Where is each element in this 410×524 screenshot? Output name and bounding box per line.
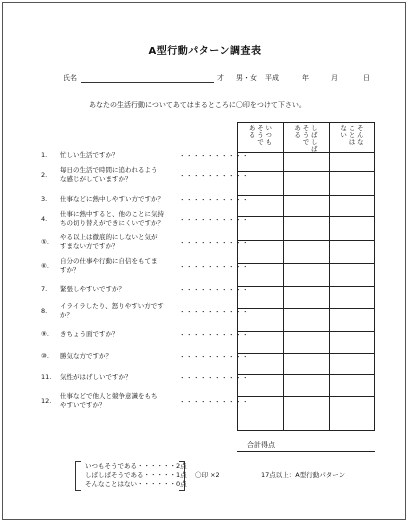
day-label: 日 [363,74,370,82]
question-number: ⑨. [41,330,49,338]
question-text: やすいですか？ [60,401,106,409]
question-text: 気性がはげしいですか？ [60,373,132,381]
leader-dots: ・・・・・・・・・・ [179,398,249,406]
question-text: 仕事に熱中すると、他のことに気持 [60,210,164,218]
month-label: 月 [331,74,338,82]
question-text: 仕事などで他人と競争意識をもち [60,392,158,400]
question-text: 仕事などに熱中しやすい方ですか？ [60,195,164,203]
era-label: 平成 [265,74,279,82]
question-text: イライラしたり、怒りやすい方です [60,302,164,310]
scoring-legend [75,461,185,491]
column-header-line: そ ん な [357,125,364,146]
leader-dots: ・・・・・・・・・・ [179,239,249,247]
age-suffix: 才 [217,74,224,82]
question-text: 忙しい生活ですか？ [60,151,119,159]
column-header-never [329,125,375,146]
legend-line-often: しばしばそうである・・・・・1点 [85,471,187,479]
leader-dots: ・・・・・・・・・・ [179,374,249,382]
column-header-line: そ う で [302,125,310,146]
result-threshold-note: 17点以上：A型行動パターン [261,471,346,479]
total-score-field-line[interactable] [237,451,375,452]
answer-table [237,122,375,431]
column-header-often [283,125,329,153]
leader-dots: ・・・・・・・・・・ [179,172,249,180]
leader-dots: ・・・・・・・・・・ [179,308,249,316]
survey-sheet [2,2,406,520]
question-number: 2. [41,171,48,179]
question-text: 緊張しやすいですか？ [60,285,125,293]
column-header-line: こ と は [348,125,356,146]
column-header-line: あ る [294,125,301,139]
question-number: 12. [41,397,52,405]
legend-line-never: そんなことはない・・・・・・0点 [85,480,187,488]
column-header-line: な い [340,125,347,139]
leader-dots: ・・・・・・・・・・ [179,263,249,271]
name-label: 氏名 [63,74,77,82]
question-text: な感じがしていますか？ [60,175,132,183]
question-number: 7. [41,285,48,293]
page-title: A型行動パターン調査表 [148,46,262,57]
question-number: 3. [41,195,48,203]
question-number: ⑩. [41,352,49,360]
question-number: ⑤. [41,238,49,246]
name-field-line[interactable] [81,82,214,83]
instruction-text: あなたの生活行動についてあてはまるところに〇印をつけて下さい。 [89,101,306,109]
column-header-always [238,125,283,146]
question-number: 8. [41,307,48,315]
year-label: 年 [302,74,309,82]
legend-line-always: いつもそうである・・・・・・2点 [85,462,187,470]
question-text: 勝気な方ですか？ [60,352,112,360]
leader-dots: ・・・・・・・・・・ [179,152,249,160]
leader-dots: ・・・・・・・・・・ [179,331,249,339]
question-number: 11. [41,373,52,381]
question-number: 1. [41,151,48,159]
column-header-line: い つ も [265,125,272,146]
leader-dots: ・・・・・・・・・・ [179,216,249,224]
question-number: 4. [41,215,48,223]
question-text: ちの切り替えができにくいですか？ [60,219,164,227]
question-text: 自分の仕事や行動に自信をもてま [60,257,158,265]
total-score-label: 合計得点 [247,441,275,449]
circle-multiplier-note: 〇印 ×2 [195,471,220,479]
leader-dots: ・・・・・・・・・・ [179,353,249,361]
question-text: 毎日の生活で時間に追われるよう [60,166,158,174]
column-header-line: あ る [249,125,256,139]
gender-options[interactable]: 男・女 [236,74,257,82]
question-text: か？ [60,311,73,319]
leader-dots: ・・・・・・・・・・ [179,286,249,294]
column-header-line: し ば し ば [311,125,318,153]
question-text: きちょう面ですか？ [60,330,119,338]
column-header-line: そ う で [257,125,264,146]
question-text: すか？ [60,266,80,274]
leader-dots: ・・・・・・・・・・ [179,196,249,204]
question-text: すまない方ですか？ [60,242,119,250]
question-text: やる以上は徹底的にしないと気が [60,233,158,241]
question-number: ⑥. [41,262,49,270]
